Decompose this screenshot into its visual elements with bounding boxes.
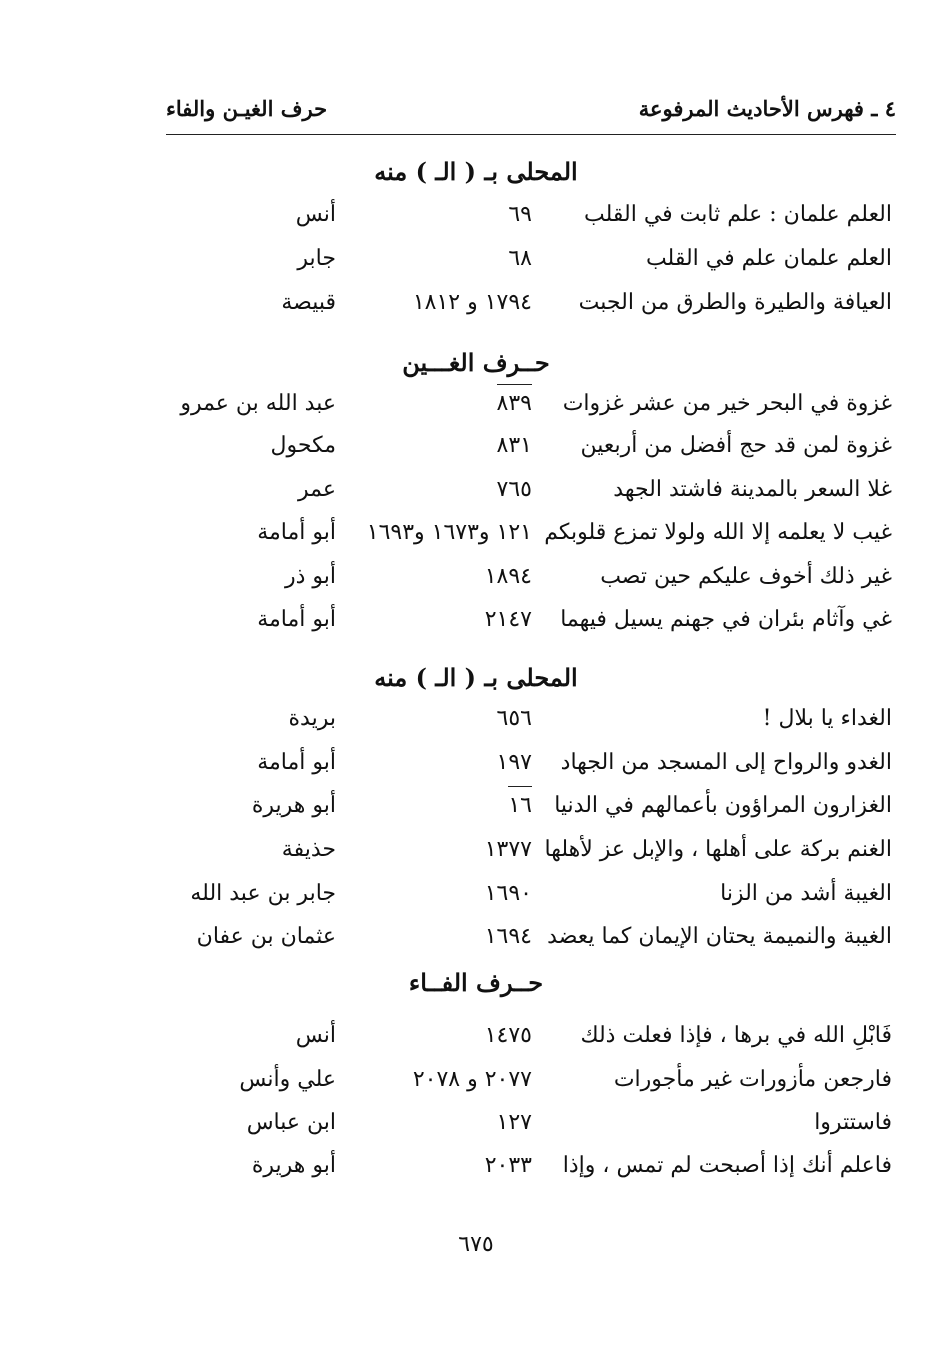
section-title: حــرف الفــاء xyxy=(408,968,544,997)
list-item xyxy=(0,917,952,957)
narrator: قبيصة xyxy=(281,290,336,315)
hadith-text: الغداء يا بلال ! xyxy=(762,706,892,731)
list-item xyxy=(0,195,952,235)
hadith-text: فارجعن مأزورات غير مأجورات xyxy=(613,1067,892,1092)
hadith-text: الغدو والرواح إلى المسجد من الجهاد xyxy=(560,750,892,775)
hadith-number: ١٦٩٠ xyxy=(484,881,532,906)
list-item xyxy=(0,239,952,279)
hadith-number: ١٢٧ xyxy=(496,1110,532,1135)
narrator: عثمان بن عفان xyxy=(196,924,336,949)
hadith-text: العلم علمان : علم ثابت في القلب xyxy=(584,202,892,227)
hadith-text: غلا السعر بالمدينة فاشتد الجهد xyxy=(613,477,892,502)
hadith-number: ٨٣١ xyxy=(496,433,532,458)
hadith-text: غزوة لمن قد حج أفضل من أربعين xyxy=(580,433,892,458)
list-item xyxy=(0,1146,952,1186)
list-item xyxy=(0,1016,952,1056)
narrator: أبو هريرة xyxy=(251,1153,336,1178)
list-item xyxy=(0,699,952,739)
running-header-section-title: حرف الغيـن والفاء xyxy=(166,96,328,121)
hadith-number: ١٦٩٤ xyxy=(484,924,532,949)
hadith-number: ٧٦٥ xyxy=(496,477,532,502)
hadith-number: ٦٨ xyxy=(508,246,532,271)
hadith-number: ٦٩ xyxy=(508,202,532,227)
narrator: حذيفة xyxy=(281,837,336,862)
hadith-text: الغيبة والنميمة يحتان الإيمان كما يعضد xyxy=(547,924,892,949)
list-item xyxy=(0,1103,952,1143)
hadith-number: ٢٠٧٧ و ٢٠٧٨ xyxy=(412,1067,532,1092)
hadith-number: ٦٥٦ xyxy=(496,706,532,731)
hadith-text: غير ذلك أخوف عليكم حين تصب xyxy=(600,564,892,589)
hadith-text: الغيبة أشد من الزنا xyxy=(720,881,892,906)
narrator: علي وأنس xyxy=(239,1067,336,1092)
hadith-text: الغزارون المراؤون بأعمالهم في الدنيا xyxy=(554,793,892,818)
hadith-text: فاستتروا xyxy=(814,1110,892,1135)
hadith-number: ١٩٧ xyxy=(496,750,532,775)
hadith-number: ٢١٤٧ xyxy=(484,607,532,632)
list-item xyxy=(0,470,952,510)
list-item xyxy=(0,283,952,323)
hadith-number: ١٧٩٤ و ١٨١٢ xyxy=(412,290,532,315)
narrator: أبو ذر xyxy=(284,564,336,589)
narrator: عمر xyxy=(298,477,336,502)
list-item xyxy=(0,874,952,914)
narrator: أبو هريرة xyxy=(251,793,336,818)
hadith-text: الغنم بركة على أهلها ، والإبل عز لأهلها xyxy=(544,837,892,862)
list-item xyxy=(0,830,952,870)
hadith-text: العلم علمان علم في القلب xyxy=(645,246,892,271)
hadith-text: غي وآثام بئران في جهنم يسيل فيهما xyxy=(560,607,892,632)
narrator: ابن عباس xyxy=(246,1110,336,1135)
hadith-number: ١٤٧٥ xyxy=(484,1023,532,1048)
hadith-text: غيب لا يعلمه إلا الله ولولا تمزع قلوبكم xyxy=(544,520,892,545)
hadith-number: ١٦ xyxy=(508,786,532,823)
section-title: حــرف الغـــين xyxy=(402,348,550,377)
narrator: أبو أمامة xyxy=(257,607,336,632)
narrator: جابر بن عبد الله xyxy=(190,881,336,906)
hadith-number: ٢٠٣٣ xyxy=(484,1153,532,1178)
hadith-text: غزوة في البحر خير من عشر غزوات xyxy=(562,391,892,416)
hadith-number: ١٣٧٧ xyxy=(484,837,532,862)
running-header-index-title: ٤ ـ فهرس الأحاديث المرفوعة xyxy=(638,96,896,121)
narrator: مكحول xyxy=(270,433,336,458)
section-title: المحلى بـ ( الـ ) منه xyxy=(374,663,578,692)
list-item xyxy=(0,557,952,597)
hadith-text: فَابْلِ الله في برها ، فإذا فعلت ذلك xyxy=(580,1023,892,1048)
narrator: عبد الله بن عمرو xyxy=(180,391,336,416)
hadith-number: ٨٣٩ xyxy=(497,384,532,421)
narrator: أنس xyxy=(295,202,336,227)
narrator: أبو أمامة xyxy=(257,750,336,775)
hadith-number: ١٢١ و١٦٧٣ و١٦٩٣ xyxy=(366,520,532,545)
hadith-number: ١٨٩٤ xyxy=(484,564,532,589)
narrator: بريدة xyxy=(288,706,336,731)
hadith-text: العيافة والطيرة والطرق من الجبت xyxy=(578,290,892,315)
narrator: أنس xyxy=(295,1023,336,1048)
narrator: جابر xyxy=(297,246,336,271)
list-item xyxy=(0,786,952,826)
header-rule xyxy=(166,134,896,135)
list-item xyxy=(0,426,952,466)
list-item xyxy=(0,1060,952,1100)
list-item xyxy=(0,384,952,424)
list-item xyxy=(0,513,952,553)
section-title: المحلى بـ ( الـ ) منه xyxy=(374,157,578,186)
list-item xyxy=(0,743,952,783)
page-number: ٦٧٥ xyxy=(458,1232,494,1257)
hadith-text: فاعلم أنك إذا أصبحت لم تمس ، وإذا xyxy=(562,1153,892,1178)
list-item xyxy=(0,600,952,640)
narrator: أبو أمامة xyxy=(257,520,336,545)
